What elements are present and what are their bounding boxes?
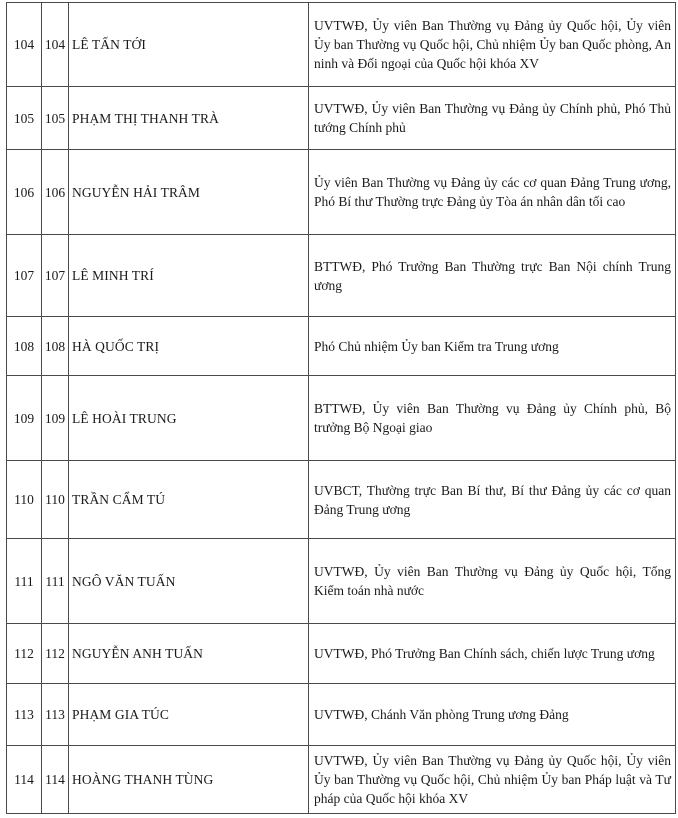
position-cell: BTTWĐ, Phó Trưởng Ban Thường trực Ban Nội chính Trung ương (309, 235, 676, 317)
stt-cell: 111 (7, 539, 42, 624)
stt-cell: 106 (7, 150, 42, 235)
name-cell: TRẦN CẨM TÚ (69, 461, 309, 539)
name-cell: NGUYỄN HẢI TRÂM (69, 150, 309, 235)
position-cell: UVTWĐ, Ủy viên Ban Thường vụ Đảng ủy Quốc hội, Tổng Kiểm toán nhà nước (309, 539, 676, 624)
number-cell: 110 (42, 461, 69, 539)
position-cell: UVTWĐ, Ủy viên Ban Thường vụ Đảng ủy Chính phủ, Phó Thủ tướng Chính phủ (309, 87, 676, 150)
number-cell: 105 (42, 87, 69, 150)
table-row (7, 461, 676, 539)
name-cell: PHẠM GIA TÚC (69, 684, 309, 746)
name-cell: LÊ HOÀI TRUNG (69, 376, 309, 461)
table-row (7, 746, 676, 814)
number-cell: 104 (42, 3, 69, 87)
position-cell: Phó Chủ nhiệm Ủy ban Kiểm tra Trung ương (309, 317, 676, 376)
number-cell: 108 (42, 317, 69, 376)
table-row (7, 87, 676, 150)
number-cell: 107 (42, 235, 69, 317)
position-cell: Ủy viên Ban Thường vụ Đảng ủy các cơ quan Đảng Trung ương, Phó Bí thư Thường trực Đảng ủy Tòa án nhân dân tối cao (309, 150, 676, 235)
number-cell: 109 (42, 376, 69, 461)
stt-cell: 112 (7, 624, 42, 684)
stt-cell: 108 (7, 317, 42, 376)
name-cell: PHẠM THỊ THANH TRÀ (69, 87, 309, 150)
table-row (7, 150, 676, 235)
table-row (7, 3, 676, 87)
table-row (7, 376, 676, 461)
position-cell: UVTWĐ, Chánh Văn phòng Trung ương Đảng (309, 684, 676, 746)
stt-cell: 107 (7, 235, 42, 317)
position-cell: BTTWĐ, Ủy viên Ban Thường vụ Đảng ủy Chính phủ, Bộ trưởng Bộ Ngoại giao (309, 376, 676, 461)
name-cell: NGÔ VĂN TUẤN (69, 539, 309, 624)
table-row (7, 317, 676, 376)
table-row (7, 624, 676, 684)
number-cell: 106 (42, 150, 69, 235)
position-cell: UVTWĐ, Ủy viên Ban Thường vụ Đảng ủy Quốc hội, Ủy viên Ủy ban Thường vụ Quốc hội, Chủ nhiệm Ủy ban Pháp luật và Tư pháp của Quốc hội khóa XV (309, 746, 676, 814)
stt-cell: 110 (7, 461, 42, 539)
number-cell: 111 (42, 539, 69, 624)
name-cell: LÊ TẤN TỚI (69, 3, 309, 87)
number-cell: 114 (42, 746, 69, 814)
stt-cell: 104 (7, 3, 42, 87)
name-cell: HÀ QUỐC TRỊ (69, 317, 309, 376)
stt-cell: 113 (7, 684, 42, 746)
position-cell: UVTWĐ, Ủy viên Ban Thường vụ Đảng ủy Quốc hội, Ủy viên Ủy ban Thường vụ Quốc hội, Chủ nhiệm Ủy ban Quốc phòng, An ninh và Đối ngoại của Quốc hội khóa XV (309, 3, 676, 87)
stt-cell: 105 (7, 87, 42, 150)
number-cell: 113 (42, 684, 69, 746)
personnel-table (6, 2, 676, 814)
name-cell: NGUYỄN ANH TUẤN (69, 624, 309, 684)
stt-cell: 109 (7, 376, 42, 461)
name-cell: HOÀNG THANH TÙNG (69, 746, 309, 814)
table-row (7, 235, 676, 317)
position-cell: UVBCT, Thường trực Ban Bí thư, Bí thư Đảng ủy các cơ quan Đảng Trung ương (309, 461, 676, 539)
name-cell: LÊ MINH TRÍ (69, 235, 309, 317)
position-cell: UVTWĐ, Phó Trưởng Ban Chính sách, chiến lược Trung ương (309, 624, 676, 684)
table-row (7, 684, 676, 746)
table-row (7, 539, 676, 624)
number-cell: 112 (42, 624, 69, 684)
stt-cell: 114 (7, 746, 42, 814)
